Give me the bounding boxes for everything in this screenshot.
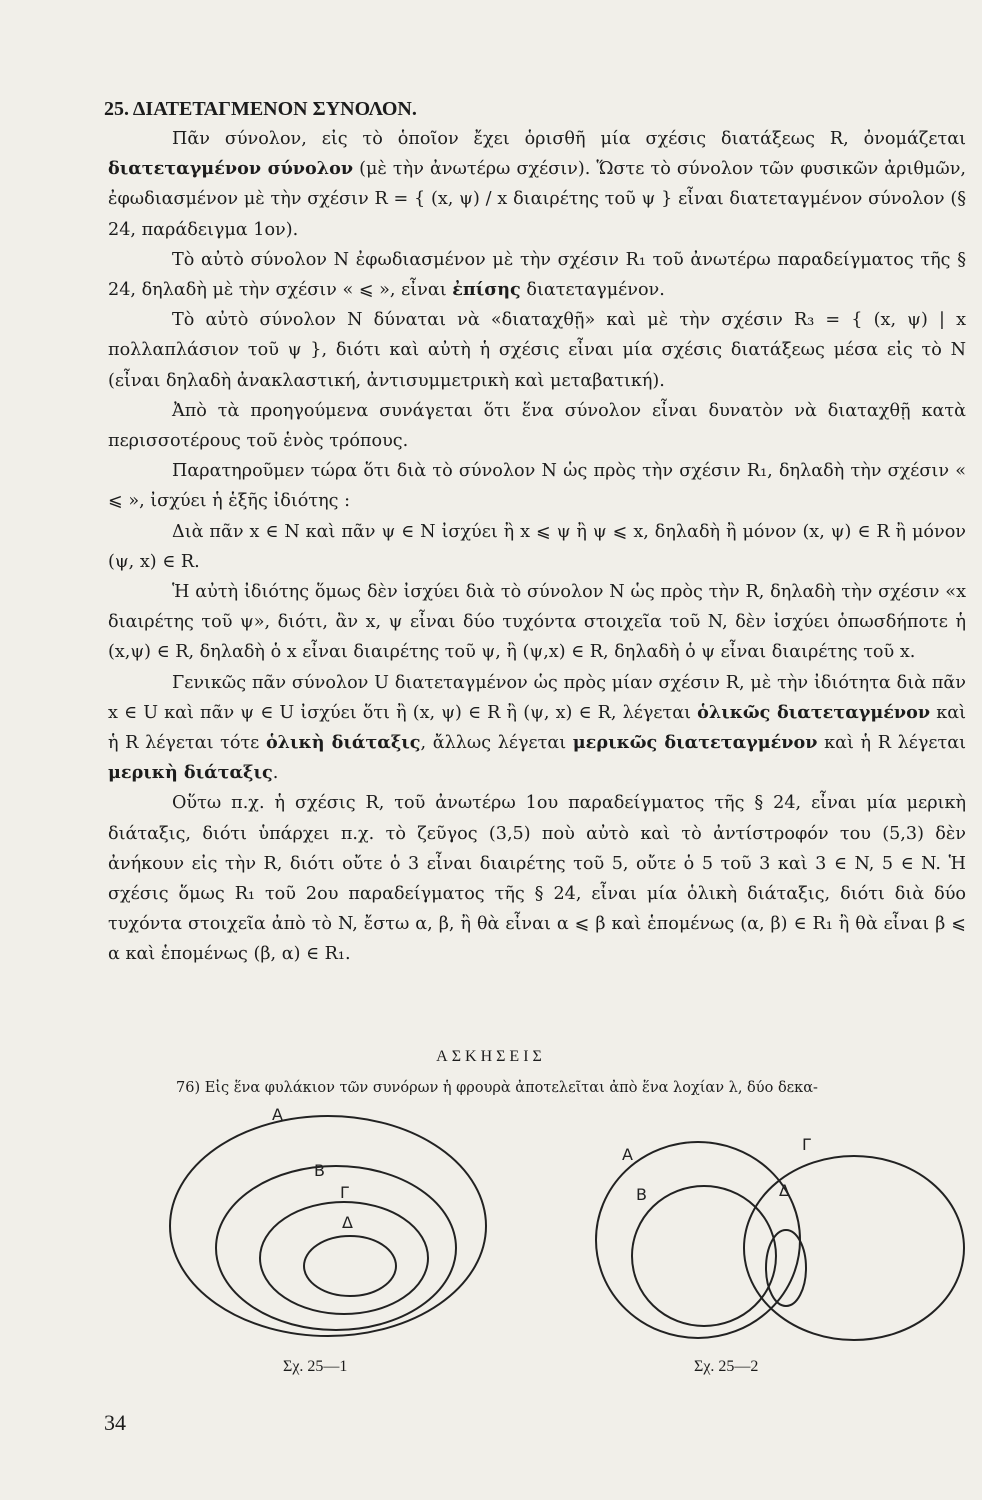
set-a-outline [170, 1116, 486, 1336]
paragraph-4: Ἀπὸ τὰ προηγούμενα συνάγεται ὅτι ἕνα σύνολον εἶναι δυνατὸν νὰ διαταχθῇ κατὰ περισσοτέρους τοῦ ἑνὸς τρόπους. [108, 400, 966, 452]
figure-2-caption: Σχ. 25—2 [694, 1358, 759, 1375]
p8-text-g: καὶ ἡ R λέγεται [817, 733, 966, 754]
paragraph-5: Παρατηροῦμεν τώρα ὅτι διὰ τὸ σύνολον N ὡς πρὸς τὴν σχέσιν R₁, δηλαδὴ τὴν σχέσιν « ⩽ », ἰσχύει ἡ ἑξῆς ἰδιότης : [108, 461, 966, 512]
p8-text-i: . [272, 763, 279, 784]
p1-text-c: (μὲ τὴν ἀνωτέρω σχέσιν). Ὥστε τὸ σύνολον τῶν φυσικῶν ἀριθμῶν, ἐφωδιασμένον μὲ τὴν σχέσιν R = { (x, ψ) / x διαιρέτης τοῦ ψ } εἶναι διατεταγμένον σύνολον (§ 24, παράδειγμα 1ον). [108, 159, 967, 240]
p8-text-e: , ἄλλως λέγεται [420, 733, 573, 754]
emphasis-also: ἐπίσης [452, 279, 521, 301]
section-body [108, 124, 966, 970]
label-a: Α [622, 1145, 633, 1164]
term-total-order: ὁλικὴ διάταξις [265, 732, 421, 754]
figure-nested-sets [168, 1098, 500, 1348]
set-g-outline [744, 1156, 964, 1340]
label-d: Δ [779, 1181, 790, 1200]
set-b-outline [216, 1166, 456, 1330]
set-a-outline [596, 1142, 800, 1338]
label-a: Α [272, 1105, 283, 1124]
figure-overlapping-sets [592, 1098, 972, 1358]
page-number: 34 [104, 1410, 126, 1435]
term-partial-order: μερικὴ διάταξις [108, 762, 273, 784]
section-heading: 25. ΔΙΑΤΕΤΑΓΜΕΝΟΝ ΣΥΝΟΛΟΝ. [104, 98, 417, 120]
label-b: Β [314, 1161, 325, 1180]
label-g: Γ [340, 1183, 349, 1202]
p8-text-a: Γενικῶς πᾶν σύνολον U διατεταγμένον ὡς πρὸς μίαν σχέσιν R, μὲ τὴν ἰδιότητα διὰ πᾶν x ∈ U καὶ πᾶν ψ ∈ U ἰσχύει ὅτι ἢ (x, ψ) ∈ R ἢ (ψ, x) ∈ R, λέγεται [108, 672, 966, 723]
exercise-76: 76) Εἰς ἕνα φυλάκιον τῶν συνόρων ἡ φρουρὰ ἀποτελεῖται ἀπὸ ἕνα λοχίαν λ, δύο δεκα- [176, 1080, 818, 1096]
label-d: Δ [342, 1213, 353, 1232]
paragraph-9: Οὕτω π.χ. ἡ σχέσις R, τοῦ ἀνωτέρω 1ου παραδείγματος τῆς § 24, εἶναι μία μερικὴ διάταξις, διότι ὑπάρχει π.χ. τὸ ζεῦγος (3,5) ποὺ αὐτὸ καὶ τὸ ἀντίστροφόν του (5,3) δὲν ἀνήκουν εἰς τὴν R, διότι οὔτε ὁ 3 εἶναι διαιρέτης τοῦ 5, οὔτε ὁ 5 τοῦ 3 καὶ 3 ∈ N, 5 ∈ N. Ἡ σχέσις ὅμως R₁ τοῦ 2ου παραδείγματος τῆς § 24, εἶναι μία ὁλικὴ διάταξις, διότι διὰ δύο τυχόντα στοιχεῖα ἀπὸ τὸ N, ἔστω α, β, ἢ θὰ εἶναι α ⩽ β καὶ ἑπομένως (α, β) ∈ R₁ ἢ θὰ εἶναι β ⩽ α καὶ ἑπομένως (β, α) ∈ R₁. [108, 793, 966, 965]
p8-text-c: καὶ ἡ R λέγεται τότε [108, 702, 966, 754]
p2-text-c: διατεταγμένον. [520, 280, 665, 301]
paragraph-8 [108, 668, 966, 789]
term-partially-ordered: μερικῶς διατεταγμένον [572, 732, 818, 754]
set-d-outline [304, 1236, 396, 1296]
set-d-outline [766, 1230, 806, 1306]
p2-text-a: Τὸ αὐτὸ σύνολον N ἐφωδιασμένον μὲ τὴν σχέσιν R₁ τοῦ ἀνωτέρω παραδείγματος τῆς § 24, δηλαδὴ μὲ τὴν σχέσιν « ⩽ », εἶναι [108, 249, 966, 301]
paragraph-3: Τὸ αὐτὸ σύνολον N δύναται νὰ «διαταχθῇ» καὶ μὲ τὴν σχέσιν R₃ = { (x, ψ) | x πολλαπλάσιον τοῦ ψ }, διότι καὶ αὐτὴ ἡ σχέσις εἶναι μία σχέσις διατάξεως μέσα εἰς τὸ N (εἶναι δηλαδὴ ἀνακλαστική, ἀντισυμμετρικὴ καὶ μεταβατική). [108, 310, 966, 391]
label-b: Β [636, 1185, 647, 1204]
figure-1-caption: Σχ. 25—1 [283, 1358, 348, 1375]
label-g: Γ [802, 1135, 811, 1154]
term-totally-ordered: ὁλικῶς διατεταγμένον [697, 701, 931, 723]
paragraph-7: Ἡ αὐτὴ ἰδιότης ὅμως δὲν ἰσχύει διὰ τὸ σύνολον N ὡς πρὸς τὴν R, δηλαδὴ τὴν σχέσιν «x διαιρέτης τοῦ ψ», διότι, ἂν x, ψ εἶναι δύο τυχόντα στοιχεῖα τοῦ N, δὲν ἰσχύει ὁπωσδήποτε ἡ (x,ψ) ∈ R, δηλαδὴ ὁ x εἶναι διαιρέτης τοῦ ψ, ἢ (ψ,x) ∈ R, δηλαδὴ ὁ ψ εἶναι διαιρέτης τοῦ x. [108, 582, 966, 663]
p1-text-a: Πᾶν σύνολον, εἰς τὸ ὁποῖον ἔχει ὁρισθῆ μία σχέσις διατάξεως R, ὀνομάζεται [172, 129, 966, 149]
term-ordered-set: διατεταγμένον σύνολον [108, 158, 354, 180]
paragraph-1 [108, 124, 966, 245]
paragraph-2 [108, 245, 966, 305]
paragraph-6: Διὰ πᾶν x ∈ N καὶ πᾶν ψ ∈ N ἰσχύει ἢ x ⩽ ψ ἢ ψ ⩽ x, δηλαδὴ ἢ μόνον (x, ψ) ∈ R ἢ μόνον (ψ, x) ∈ R. [108, 521, 966, 572]
exercises-title: ΑΣΚΗΣΕΙΣ [436, 1048, 546, 1065]
